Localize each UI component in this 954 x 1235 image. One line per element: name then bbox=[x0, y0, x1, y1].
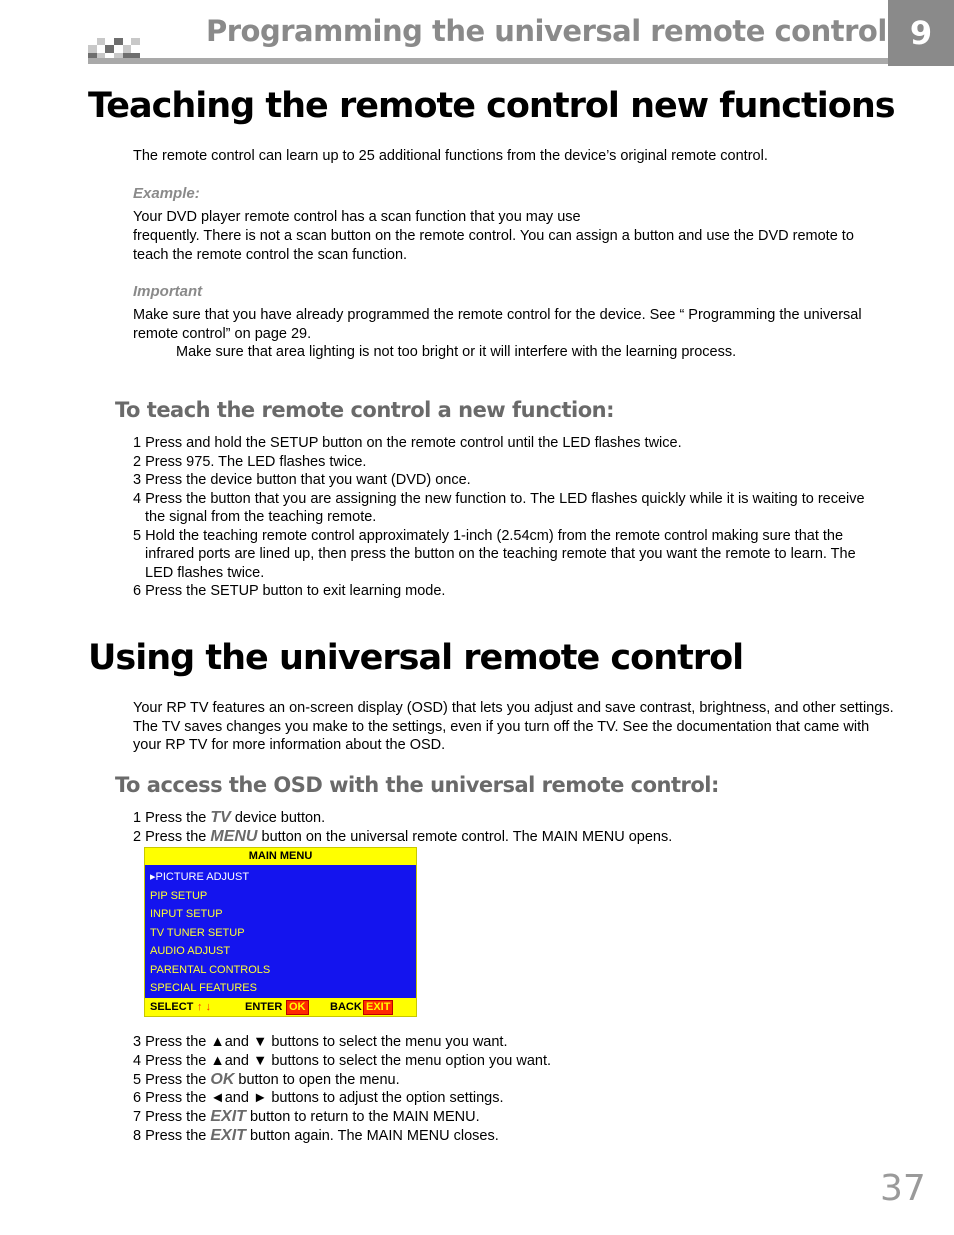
teach-steps-list bbox=[133, 434, 881, 601]
checker-logo-icon bbox=[88, 38, 140, 60]
osd-enter-label: ENTER bbox=[245, 1001, 283, 1013]
section-title-using: Using the universal remote control bbox=[88, 638, 744, 678]
osd-menu-item: INPUT SETUP bbox=[150, 908, 223, 920]
osd-step-2: 2 Press the MENU button on the universal remote control. The MAIN MENU opens. bbox=[133, 828, 673, 845]
list-item: 1 Press and hold the SETUP button on the remote control until the LED flashes twice. bbox=[133, 435, 682, 451]
osd-step-1: 1 Press the TV device button. bbox=[133, 809, 326, 826]
list-item: 3 Press the device button that you want (DVD) once. bbox=[133, 472, 471, 488]
osd-select-label: SELECT bbox=[150, 1001, 194, 1013]
osd-main-menu bbox=[144, 847, 417, 1017]
exit-key-label: EXIT bbox=[210, 1127, 246, 1144]
osd-menu-item: PARENTAL CONTROLS bbox=[150, 963, 271, 976]
important-label: Important bbox=[133, 283, 203, 300]
important-text-2: Make sure that area lighting is not too bright or it will interfere with the learning process. bbox=[176, 344, 737, 360]
chapter-title: Programming the universal remote control bbox=[206, 14, 887, 48]
example-line2: frequently. There is not a scan button on the remote control. You can assign a button and use the DVD remote to teach the remote control the scan function. bbox=[133, 228, 854, 263]
page-number: 37 bbox=[880, 1168, 926, 1209]
chapter-number: 9 bbox=[888, 0, 954, 66]
list-item: 4 Press the button that you are assigning the new function to. The LED flashes quickly while it is waiting to receive the signal from the teaching remote. bbox=[133, 490, 865, 525]
osd-step-7: 7 Press the EXIT button to return to the MAIN MENU. bbox=[133, 1108, 480, 1125]
osd-title: MAIN MENU bbox=[145, 848, 416, 865]
osd-back-label: BACK bbox=[330, 1001, 362, 1013]
osd-menu-item: AUDIO ADJUST bbox=[150, 945, 231, 957]
osd-exit-badge: EXIT bbox=[363, 1000, 393, 1015]
osd-ok-badge: OK bbox=[286, 1000, 309, 1015]
list-item: 6 Press the SETUP button to exit learning mode. bbox=[133, 583, 446, 599]
osd-menu-item: SPECIAL FEATURES bbox=[150, 982, 257, 994]
osd-menu-list bbox=[150, 868, 270, 998]
osd-menu-item: ▸PICTURE ADJUST bbox=[150, 871, 250, 883]
osd-help-bar bbox=[145, 998, 416, 1016]
section2-intro: Your RP TV features an on-screen display (OSD) that lets you adjust and save contrast, brightness, and other settings. The TV saves changes you make to the settings, even if you turn off the TV. See the documentation that came with your RP TV for more information about the OSD. bbox=[133, 700, 894, 753]
osd-step-3: 3 Press the ▲and ▼ buttons to select the menu you want. bbox=[133, 1034, 508, 1050]
section1-intro: The remote control can learn up to 25 additional functions from the device’s original remote control. bbox=[133, 148, 768, 164]
subheading-osd: To access the OSD with the universal remote control: bbox=[115, 773, 719, 797]
important-text: Make sure that you have already programmed the remote control for the device. See “ Programming the universal remote control” on page 29. bbox=[133, 307, 862, 342]
list-item: 5 Hold the teaching remote control approximately 1-inch (2.54cm) from the remote control making sure that the infrared ports are lined up, then press the button on the teaching remote that you want the remote to learn. The LED flashes twice. bbox=[133, 527, 856, 581]
osd-select-arrows-icon: ↑ ↓ bbox=[197, 1001, 212, 1013]
osd-menu-item: PIP SETUP bbox=[150, 889, 208, 902]
example-line1: Your DVD player remote control has a scan function that you may use bbox=[133, 209, 581, 225]
osd-menu-item: TV TUNER SETUP bbox=[150, 926, 245, 939]
exit-key-label: EXIT bbox=[210, 1108, 246, 1125]
osd-step-4: 4 Press the ▲and ▼ buttons to select the menu option you want. bbox=[133, 1053, 552, 1069]
section-title-teaching: Teaching the remote control new functions bbox=[88, 86, 895, 126]
ok-key-label: OK bbox=[210, 1071, 235, 1088]
menu-key-label: MENU bbox=[210, 828, 258, 845]
osd-step-5: 5 Press the OK button to open the menu. bbox=[133, 1071, 400, 1088]
osd-step-8: 8 Press the EXIT button again. The MAIN MENU closes. bbox=[133, 1127, 499, 1144]
subheading-teach: To teach the remote control a new function: bbox=[115, 398, 615, 422]
example-label: Example: bbox=[133, 185, 200, 202]
osd-step-6: 6 Press the ◄and ► buttons to adjust the option settings. bbox=[133, 1090, 504, 1106]
header-rule bbox=[88, 58, 888, 64]
list-item: 2 Press 975. The LED flashes twice. bbox=[133, 453, 367, 470]
tv-key-label: TV bbox=[210, 809, 231, 826]
